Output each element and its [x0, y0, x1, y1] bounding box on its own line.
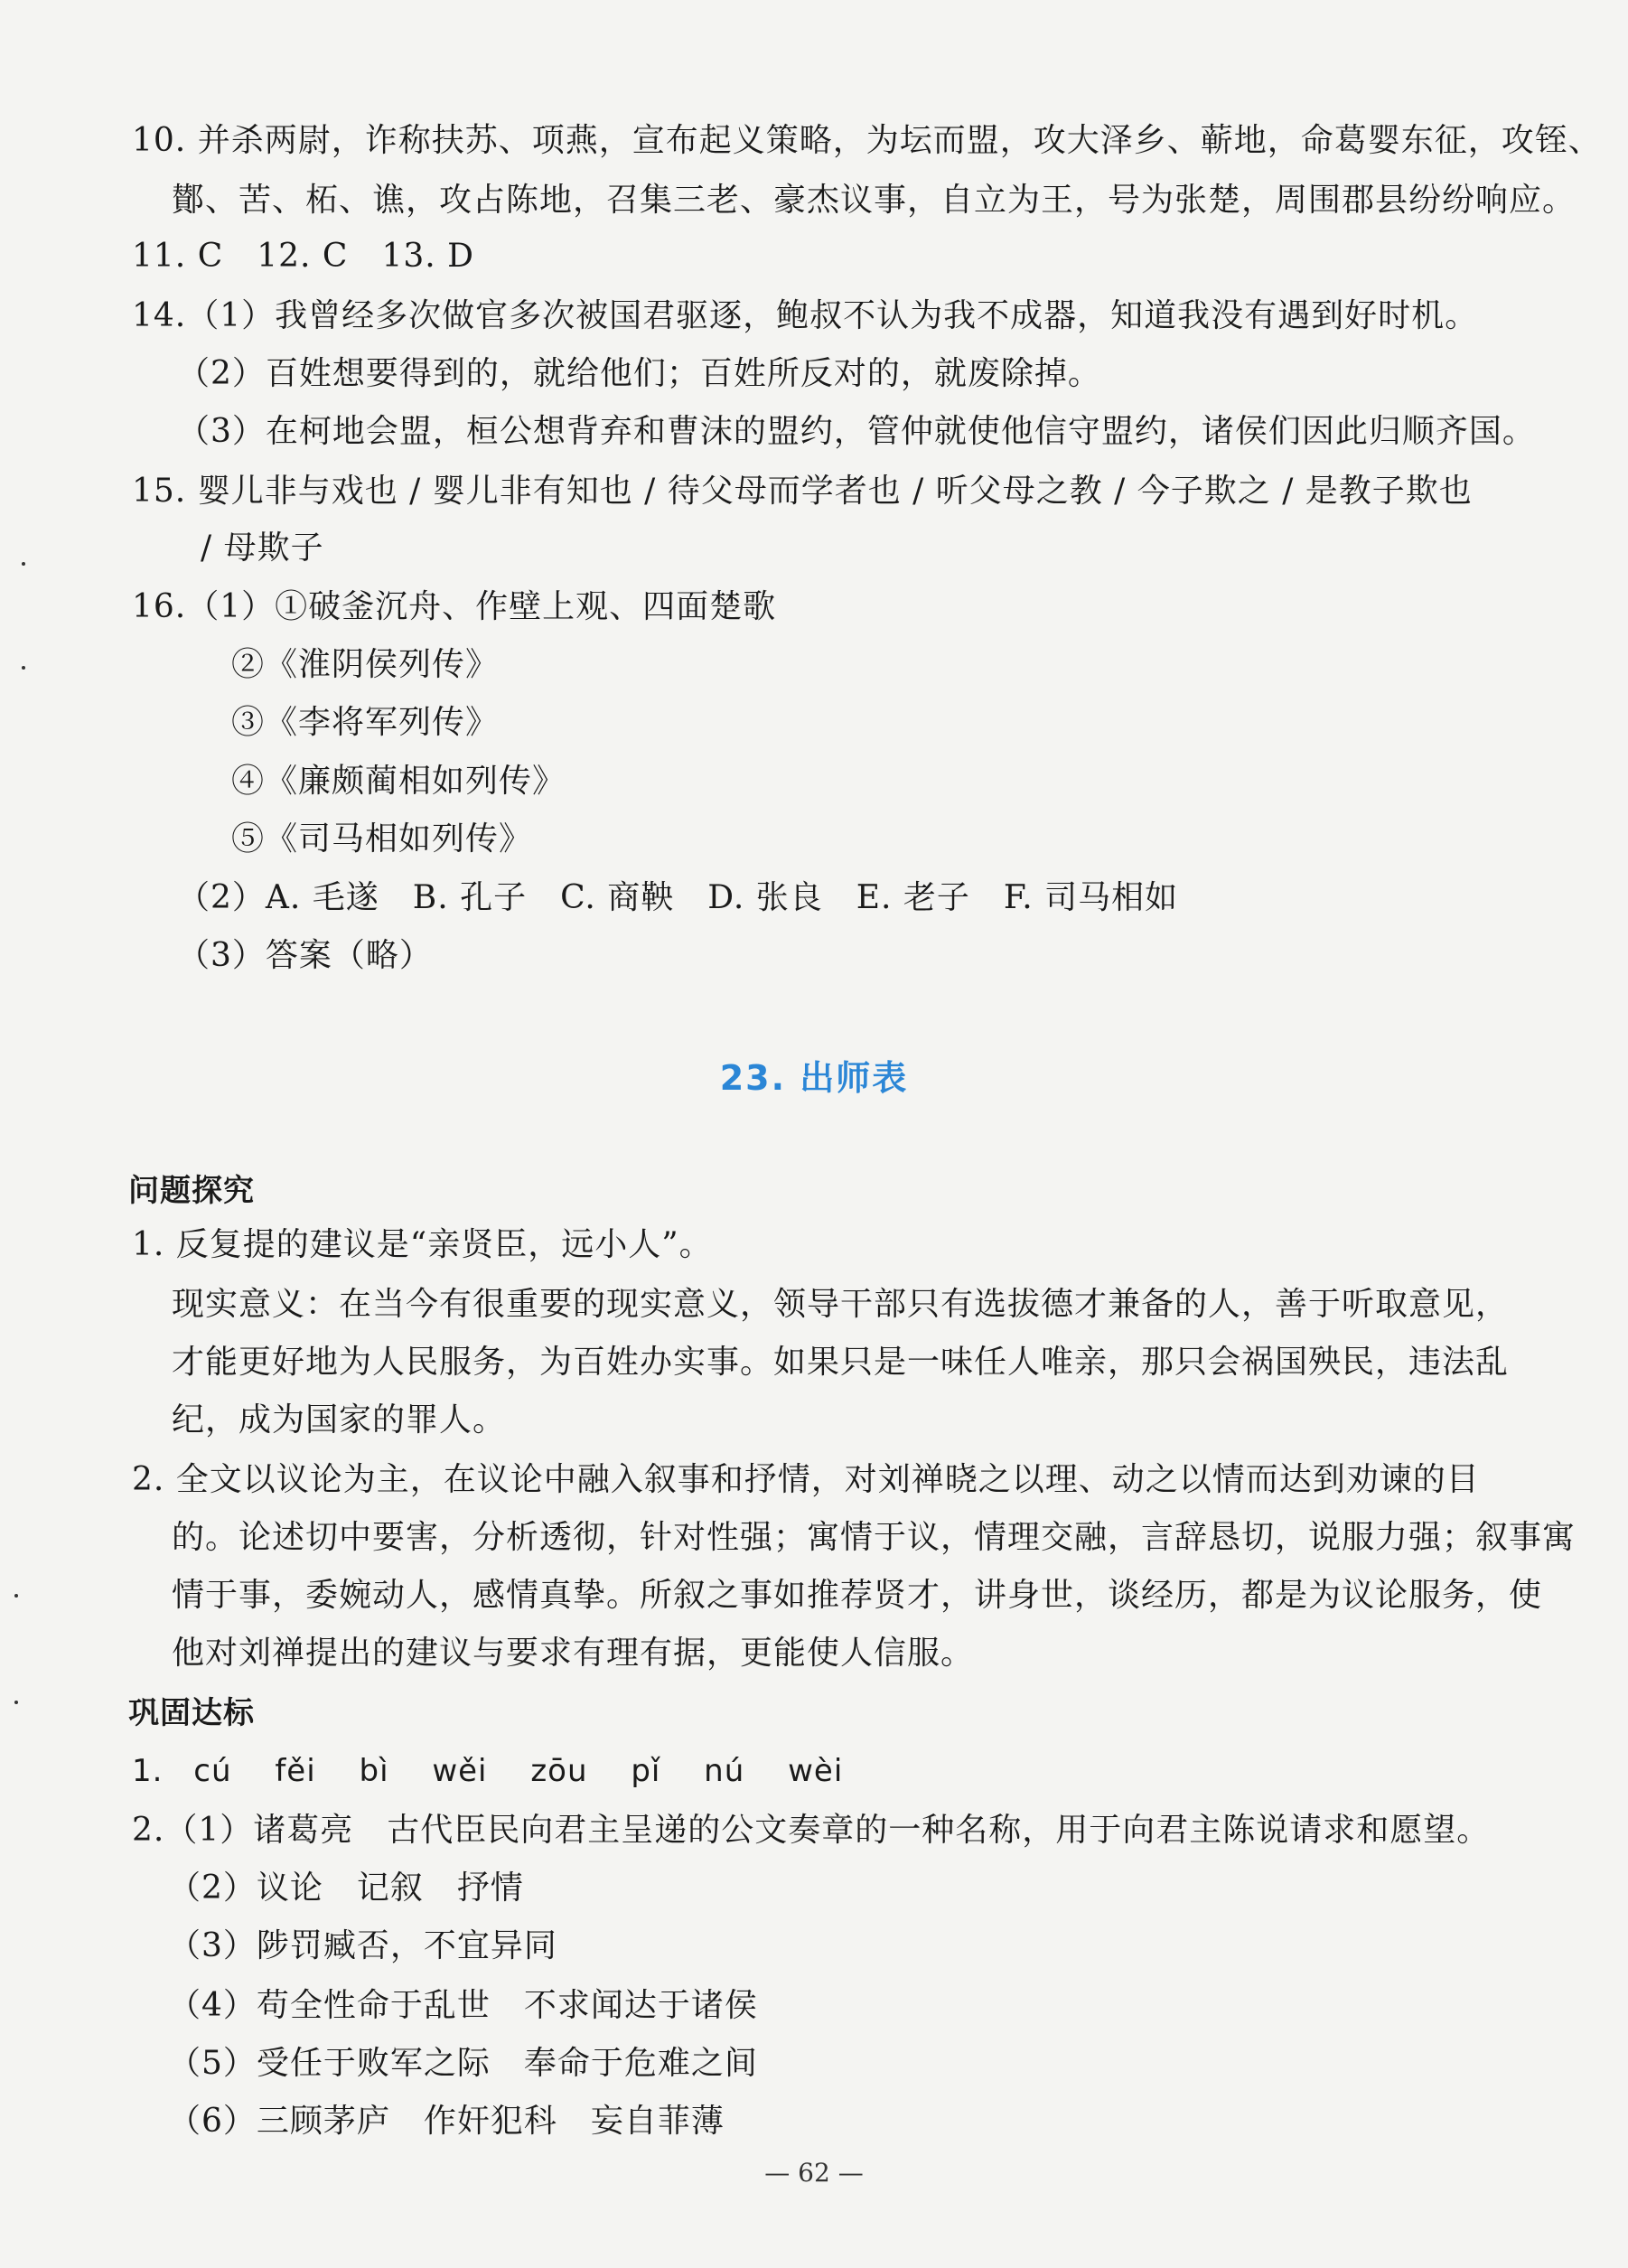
explore-2-line3: 情于事，委婉动人，感情真挚。所叙之事如推荐贤才，讲身世，谈经历，都是为议论服务，使	[172, 1577, 1543, 1614]
consolidate-1-label: 1.	[132, 1753, 164, 1789]
consolidate-2-6: （6）三顾茅庐 作奸犯科 妄自菲薄	[168, 2103, 725, 2140]
pinyin-item: pǐ	[631, 1753, 661, 1789]
answer-14-1: 14.（1）我曾经多次做官多次被国君驱逐，鲍叔不认为我不成器，知道我没有遇到好时机。	[132, 297, 1479, 334]
consolidate-2-1: 2.（1）诸葛亮 古代臣民向君主呈递的公文奏章的一种名称，用于向君主陈说请求和愿望。	[132, 1812, 1491, 1849]
answer-16-1e: ⑤《司马相如列传》	[231, 820, 533, 858]
explore-2-line2: 的。论述切中要害，分析透彻，针对性强；寓情于议，情理交融，言辞恳切，说服力强；叙事寓	[172, 1519, 1577, 1556]
answer-16-3: （3）答案（略）	[177, 937, 433, 974]
answer-10-line1: 10. 并杀两尉，诈称扶苏、项燕，宣布起义策略，为坛而盟，攻大泽乡、蕲地，命葛婴东征，攻铚、	[132, 122, 1602, 159]
scan-mark	[22, 666, 25, 670]
answer-16-1c: ③《李将军列传》	[231, 704, 500, 741]
answer-16-1d: ④《廉颇蔺相如列传》	[231, 763, 566, 800]
pinyin-item: cú	[193, 1753, 232, 1789]
pinyin-item: fěi	[275, 1753, 316, 1789]
scan-mark	[14, 1594, 18, 1598]
answer-15-line1: 15. 婴儿非与戏也 / 婴儿非有知也 / 待父母而学者也 / 听父母之教 / 今子欺之 / 是教子欺也	[132, 473, 1473, 510]
consolidate-2-3: （3）陟罚臧否，不宜异同	[168, 1927, 557, 1964]
consolidate-2-5: （5）受任于败军之际 奉命于危难之间	[168, 2045, 758, 2082]
explore-2-line4: 他对刘禅提出的建议与要求有理有据，更能使人信服。	[172, 1635, 975, 1672]
explore-2-line1: 2. 全文以议论为主，在议论中融入叙事和抒情，对刘禅晓之以理、动之以情而达到劝谏的目	[132, 1461, 1480, 1498]
answer-15-line2: / 母欺子	[201, 530, 324, 567]
page-number: — 62 —	[764, 2158, 864, 2188]
scan-mark	[14, 1701, 18, 1704]
explore-1-line1: 1. 反复提的建议是“亲贤臣，远小人”。	[132, 1226, 713, 1263]
answer-14-3: （3）在柯地会盟，桓公想背弃和曹沫的盟约，管仲就使他信守盟约，诸侯们因此归顺齐国。	[177, 413, 1536, 450]
pinyin-item: bì	[359, 1753, 389, 1789]
answer-11-13: 11. C 12. C 13. D	[132, 238, 475, 275]
pinyin-item: wèi	[788, 1753, 844, 1789]
pinyin-item: wěi	[432, 1753, 488, 1789]
heading-explore: 问题探究	[128, 1173, 255, 1209]
answer-16-1b: ②《淮阴侯列传》	[231, 646, 500, 683]
scan-mark	[22, 562, 25, 566]
answer-16-2: （2）A. 毛遂 B. 孔子 C. 商鞅 D. 张良 E. 老子 F. 司马相如	[177, 879, 1179, 916]
explore-1-line3: 才能更好地为人民服务，为百姓办实事。如果只是一味任人唯亲，那只会祸国殃民，违法乱	[172, 1344, 1510, 1381]
section-title: 23. 出师表	[719, 1058, 909, 1098]
answer-10-line2: 鄼、苦、柘、谯，攻占陈地，召集三老、豪杰议事，自立为王，号为张楚，周围郡县纷纷响应。	[172, 182, 1577, 219]
answer-14-2: （2）百姓想要得到的，就给他们；百姓所反对的，就废除掉。	[177, 355, 1101, 392]
consolidate-2-2: （2）议论 记叙 抒情	[168, 1870, 524, 1907]
answer-16-1a: 16.（1）①破釜沉舟、作壁上观、四面楚歌	[132, 588, 777, 625]
explore-1-line2: 现实意义：在当今有很重要的现实意义，领导干部只有选拔德才兼备的人，善于听取意见，	[172, 1286, 1510, 1323]
heading-consolidate: 巩固达标	[128, 1695, 255, 1731]
consolidate-2-4: （4）苟全性命于乱世 不求闻达于诸侯	[168, 1987, 758, 2024]
explore-1-line4: 纪，成为国家的罪人。	[172, 1401, 507, 1439]
pinyin-item: zōu	[530, 1753, 588, 1789]
pinyin-item: nú	[704, 1753, 745, 1789]
consolidate-1	[132, 1751, 875, 1791]
